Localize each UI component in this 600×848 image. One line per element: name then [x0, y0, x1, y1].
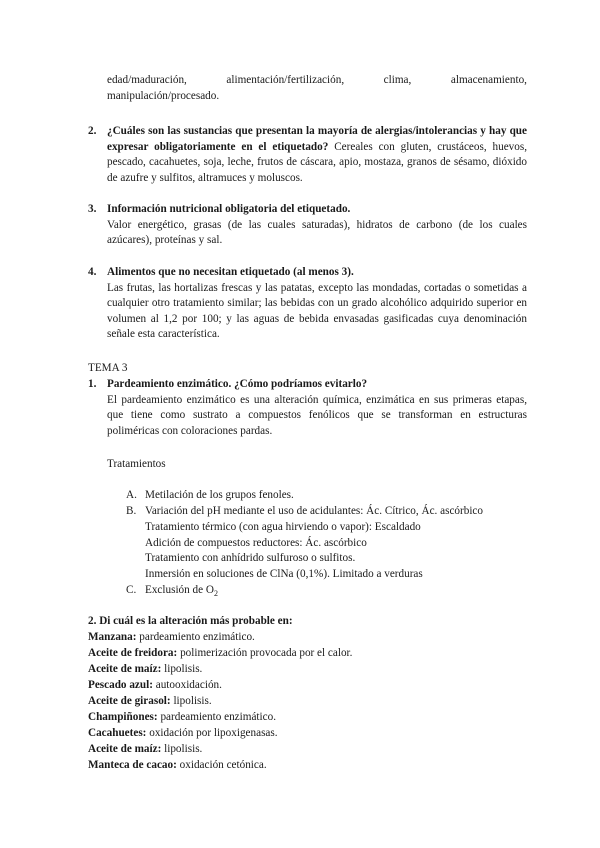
list-item: Metilación de los grupos fenoles. — [145, 489, 294, 501]
question-answer: El pardeamiento enzimático es una alteración química, enzimática en sus primeras etapas, que tiene como sustrato a compuestos fenólicos que se transforman en estructuras poliméricas con coloraciones pardas. — [107, 393, 527, 437]
question-number: 2. — [88, 125, 97, 137]
list-marker: A. — [126, 489, 137, 501]
list-item: Tratamiento con anhídrido sulfuroso o sulfitos. — [145, 552, 356, 564]
list-marker: C. — [126, 584, 137, 596]
alteration-value: autooxidación. — [152, 679, 222, 691]
alteration-value: lipolisis. — [170, 695, 212, 707]
alteration-value: oxidación por lipoxigenasas. — [146, 727, 278, 739]
question-browning — [107, 377, 527, 439]
intro-word: edad/maduración, — [107, 74, 187, 86]
treatments-label: Tratamientos — [107, 458, 166, 470]
question-number: 1. — [88, 378, 97, 390]
intro-line-1 — [107, 73, 527, 89]
question-title: ¿Cuáles son las sustancias que presentan la mayoría de alergias/intolerancias y hay que expresar obligatoriamente en el etiquetado? — [107, 125, 527, 153]
list-item: Variación del pH mediante el uso de acidulantes: Ác. Cítrico, Ác. ascórbico — [145, 505, 483, 517]
alteration-value: lipolisis. — [161, 663, 203, 675]
alteration-row — [88, 630, 255, 646]
intro-word: alimentación/fertilización, — [226, 74, 345, 86]
alteration-row — [88, 646, 352, 662]
list-item-text: Exclusión de O — [145, 584, 214, 596]
alteration-value: pardeamiento enzimático. — [157, 711, 276, 723]
question-number: 3. — [88, 203, 97, 215]
food-name: Aceite de girasol: — [88, 695, 171, 707]
alteration-row — [88, 758, 267, 774]
list-item — [145, 583, 218, 599]
alteration-row — [88, 710, 276, 726]
food-name: Champiñones: — [88, 711, 158, 723]
question-title: 2. Di cuál es la alteración más probable en: — [88, 615, 293, 627]
food-name: Cacahuetes: — [88, 727, 147, 739]
food-name: Aceite de freidora: — [88, 647, 178, 659]
alteration-value: polimerización provocada por el calor. — [177, 647, 353, 659]
alteration-row — [88, 662, 202, 678]
alteration-value: pardeamiento enzimático. — [136, 631, 255, 643]
food-name: Manzana: — [88, 631, 137, 643]
question-title: Pardeamiento enzimático. ¿Cómo podríamos evitarlo? — [107, 378, 368, 390]
intro-paragraph — [107, 73, 527, 104]
question-title: Alimentos que no necesitan etiquetado (al menos 3). — [107, 266, 354, 278]
question-title: Información nutricional obligatoria del etiquetado. — [107, 203, 351, 215]
intro-word: clima, — [383, 74, 412, 86]
food-name: Aceite de maíz: — [88, 663, 162, 675]
intro-word: almacenamiento, — [450, 74, 527, 86]
alteration-row — [88, 742, 202, 758]
list-marker: B. — [126, 505, 137, 517]
food-name: Aceite de maíz: — [88, 743, 162, 755]
question-answer: Las frutas, las hortalizas frescas y las patatas, excepto las mondadas, cortadas o sometidas a cualquier otro tratamiento similar; las bebidas con un grado alcohólico adquirido superior en volumen al 1,2 por 100; y las aguas de bebida envasadas gasificadas cuya denominación señale esta característica. — [107, 281, 527, 341]
alteration-row — [88, 678, 222, 694]
question-number: 4. — [88, 266, 97, 278]
alteration-value: lipolisis. — [161, 743, 203, 755]
food-name: Manteca de cacao: — [88, 759, 177, 771]
list-item: Inmersión en soluciones de ClNa (0,1%). Limitado a verduras — [145, 568, 423, 580]
question-answer: Valor energético, grasas (de las cuales saturadas), hidratos de carbono (de los cuales azúcares), proteínas y sal. — [107, 218, 527, 247]
intro-line-2: manipulación/procesado. — [107, 89, 220, 102]
section-heading: TEMA 3 — [88, 362, 128, 374]
question-exempt-foods — [107, 265, 527, 343]
question-answer: Cereales con gluten, crustáceos, huevos, pescado, cacahuetes, soja, leche, frutos de cáscara, apio, mostaza, granos de sésamo, dióxido de azufre y sulfitos, altramuces y moluscos. — [107, 140, 527, 184]
list-item: Tratamiento térmico (con agua hirviendo o vapor): Escaldado — [145, 521, 421, 533]
subscript: 2 — [213, 589, 218, 599]
alteration-row — [88, 694, 212, 710]
alteration-row — [88, 726, 278, 742]
food-name: Pescado azul: — [88, 679, 153, 691]
question-allergens — [107, 124, 527, 186]
question-nutrition — [107, 202, 527, 249]
list-item: Adición de compuestos reductores: Ác. ascórbico — [145, 537, 367, 549]
alteration-value: oxidación cetónica. — [176, 759, 267, 771]
